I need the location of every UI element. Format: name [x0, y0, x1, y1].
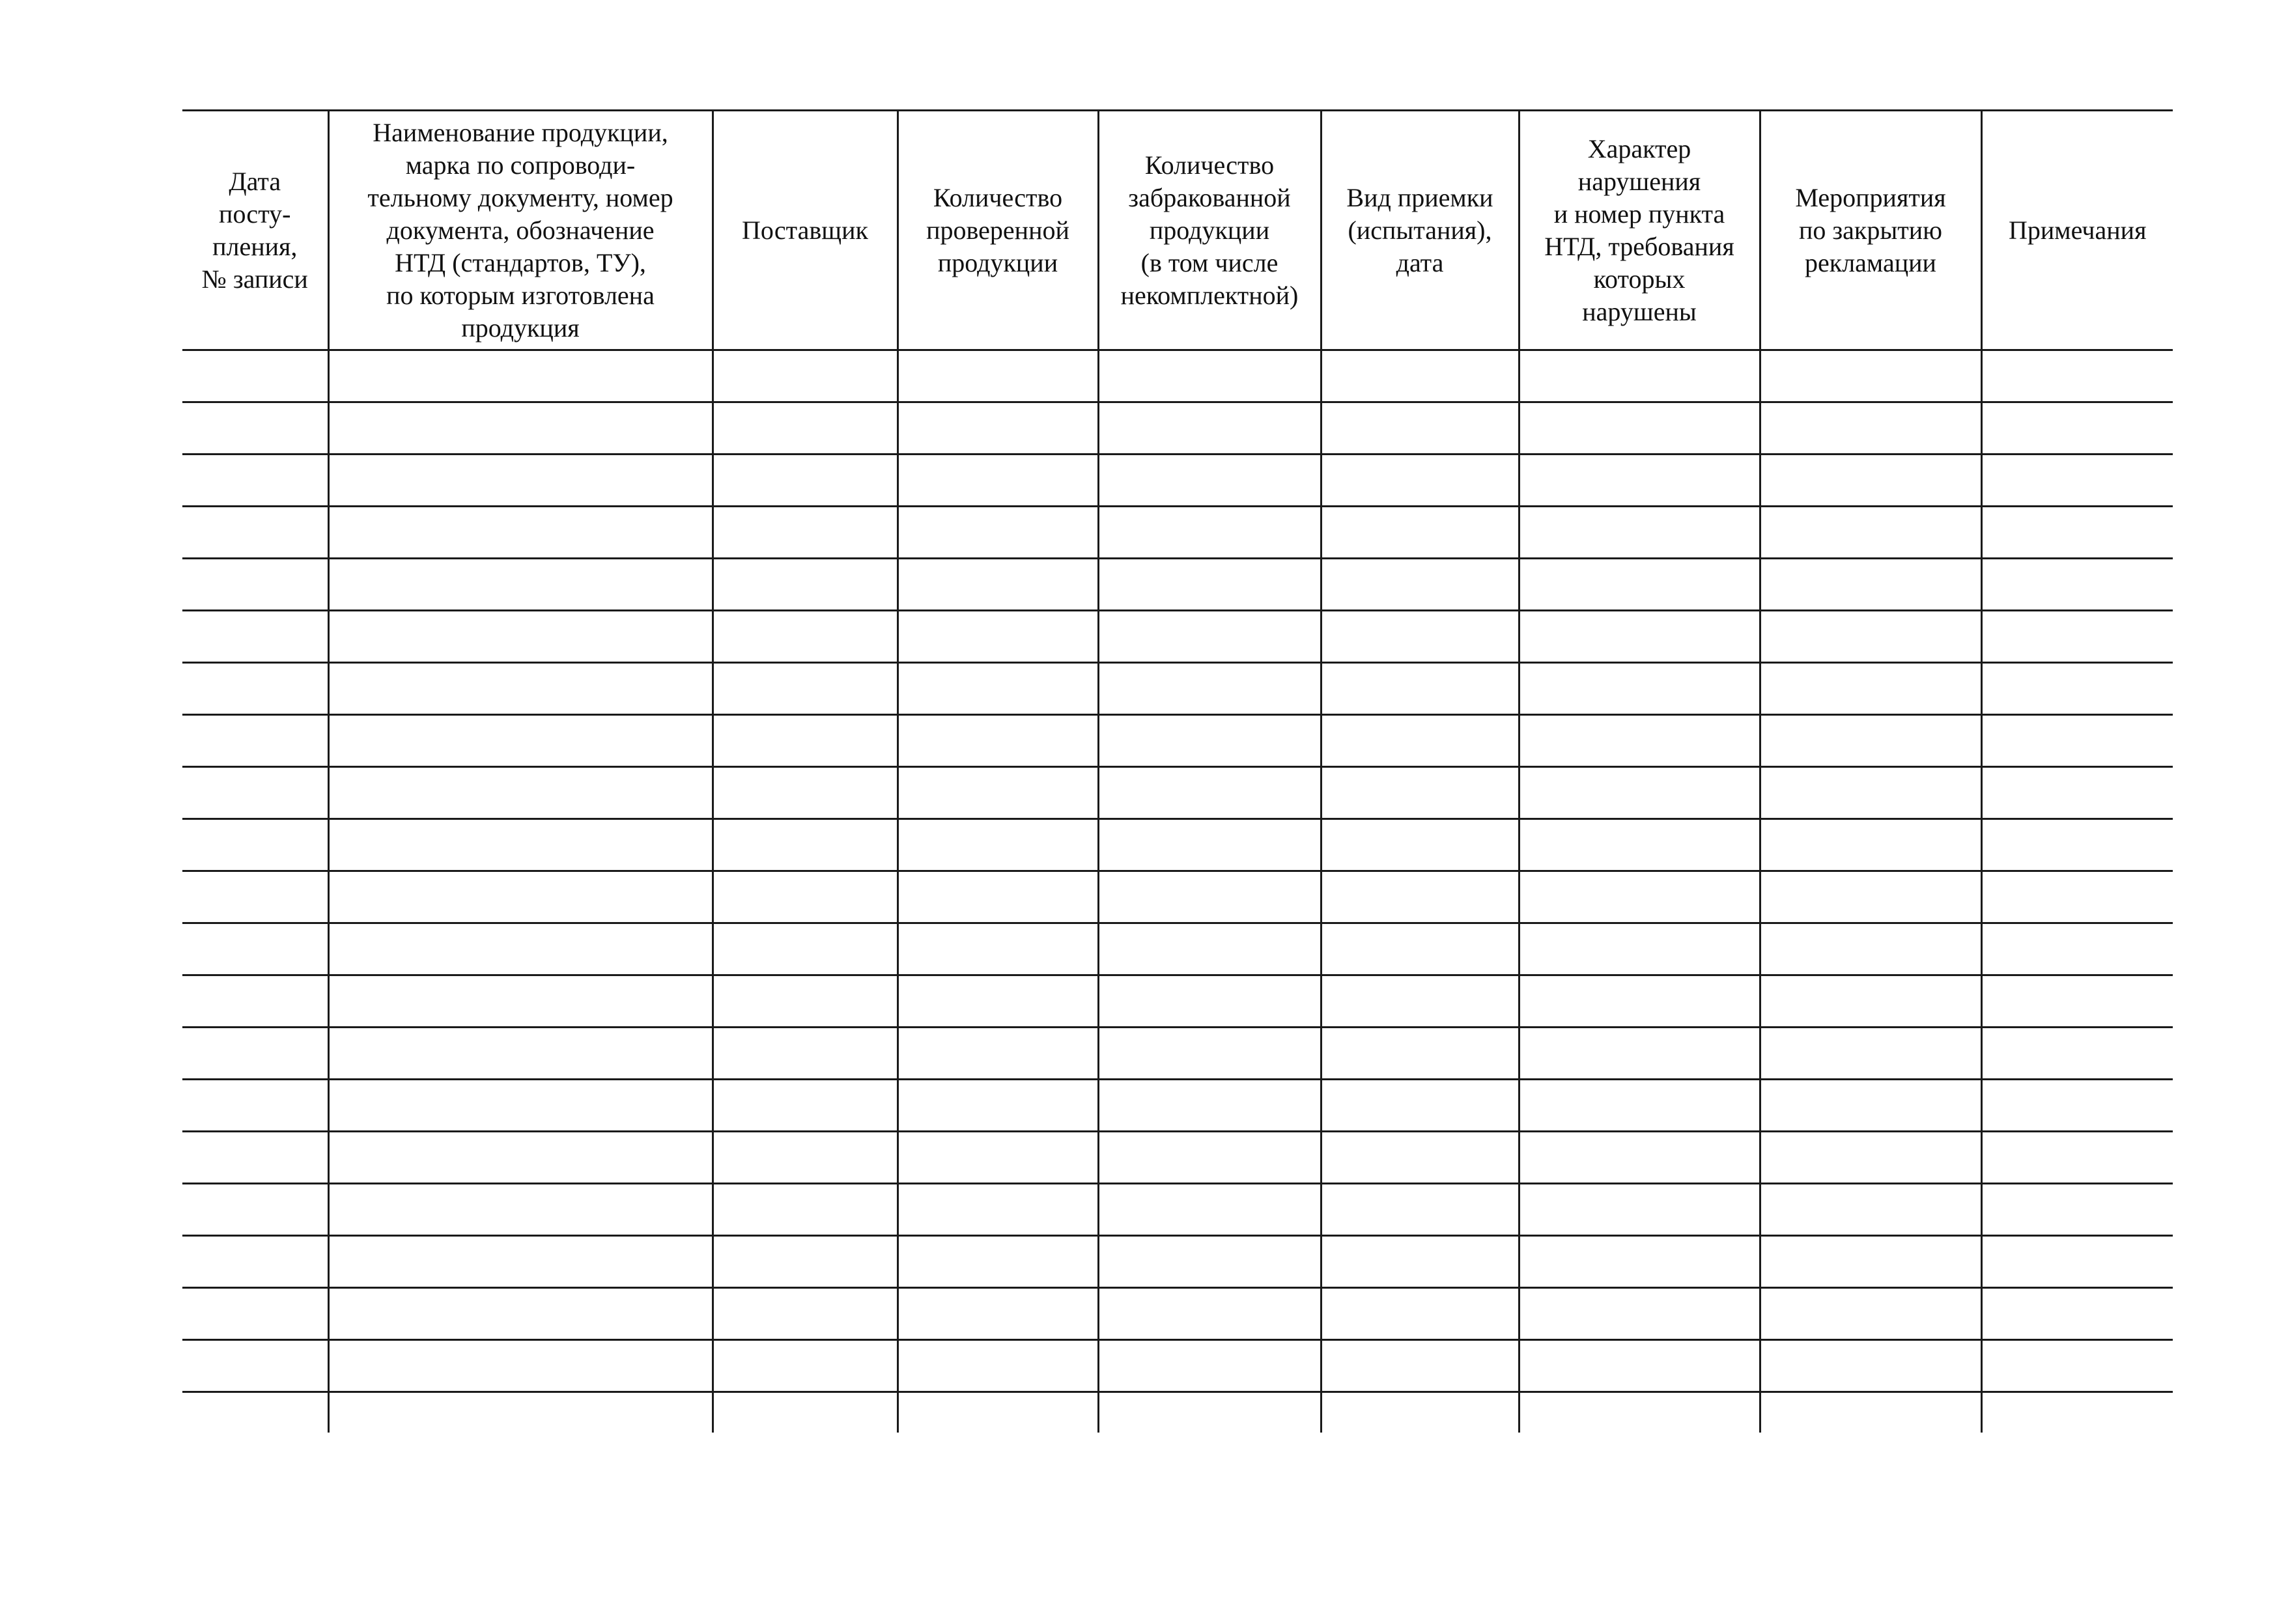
table-cell[interactable] [1321, 1392, 1519, 1433]
table-cell[interactable] [328, 975, 713, 1028]
table-cell[interactable] [1098, 350, 1321, 402]
table-cell[interactable] [898, 975, 1098, 1028]
table-cell[interactable] [182, 507, 328, 559]
table-cell[interactable] [328, 350, 713, 402]
table-cell[interactable] [328, 611, 713, 663]
table-cell[interactable] [1760, 819, 1981, 871]
table-cell[interactable] [1760, 1288, 1981, 1340]
table-cell[interactable] [1519, 507, 1760, 559]
table-cell[interactable] [1321, 1340, 1519, 1392]
table-cell[interactable] [1098, 559, 1321, 611]
table-cell[interactable] [713, 715, 898, 767]
table-cell[interactable] [182, 715, 328, 767]
table-cell[interactable] [1760, 1340, 1981, 1392]
table-cell[interactable] [182, 923, 328, 975]
table-cell[interactable] [898, 1392, 1098, 1433]
table-cell[interactable] [898, 455, 1098, 507]
table-cell[interactable] [1981, 715, 2173, 767]
table-cell[interactable] [1760, 1028, 1981, 1080]
table-cell[interactable] [713, 975, 898, 1028]
table-row [182, 350, 2173, 402]
table-cell[interactable] [1321, 975, 1519, 1028]
table-cell[interactable] [713, 350, 898, 402]
table-cell[interactable] [898, 559, 1098, 611]
table-cell[interactable] [182, 663, 328, 715]
table-cell[interactable] [1098, 871, 1321, 923]
header-violation-nature: Характер нарушения и номер пункта НТД, требования которых нарушены [1519, 111, 1760, 350]
table-cell[interactable] [898, 767, 1098, 819]
table-cell[interactable] [1098, 975, 1321, 1028]
table-cell[interactable] [1760, 350, 1981, 402]
table-cell[interactable] [1519, 975, 1760, 1028]
table-cell[interactable] [898, 1340, 1098, 1392]
table-cell[interactable] [1519, 455, 1760, 507]
table-cell[interactable] [1519, 559, 1760, 611]
table-cell[interactable] [1321, 767, 1519, 819]
table-cell[interactable] [1519, 663, 1760, 715]
table-row [182, 923, 2173, 975]
table-cell[interactable] [1981, 402, 2173, 455]
table-cell[interactable] [713, 1236, 898, 1288]
table-cell[interactable] [182, 871, 328, 923]
table-cell[interactable] [1321, 663, 1519, 715]
table-cell[interactable] [713, 1340, 898, 1392]
table-cell[interactable] [328, 923, 713, 975]
table-row [182, 663, 2173, 715]
table-cell[interactable] [182, 1184, 328, 1236]
table-cell[interactable] [182, 767, 328, 819]
table-row [182, 1340, 2173, 1392]
table-cell[interactable] [1760, 1132, 1981, 1184]
table-cell[interactable] [898, 871, 1098, 923]
table-cell[interactable] [182, 1288, 328, 1340]
table-cell[interactable] [328, 1392, 713, 1433]
table-cell[interactable] [1098, 663, 1321, 715]
table-cell[interactable] [713, 1184, 898, 1236]
header-checked-quantity: Количество проверенной продукции [898, 111, 1098, 350]
table-row [182, 1132, 2173, 1184]
table-cell[interactable] [1098, 402, 1321, 455]
table-cell[interactable] [1098, 1288, 1321, 1340]
table-cell[interactable] [713, 507, 898, 559]
table-cell[interactable] [1760, 975, 1981, 1028]
table-cell[interactable] [1981, 350, 2173, 402]
table-cell[interactable] [1981, 1236, 2173, 1288]
table-cell[interactable] [713, 1132, 898, 1184]
table-cell[interactable] [898, 1184, 1098, 1236]
table-cell[interactable] [1760, 507, 1981, 559]
table-cell[interactable] [1981, 663, 2173, 715]
header-measures: Мероприятия по закрытию рекламации [1760, 111, 1981, 350]
table-cell[interactable] [1321, 1028, 1519, 1080]
table-cell[interactable] [1519, 1080, 1760, 1132]
table-cell[interactable] [1519, 1236, 1760, 1288]
table-cell[interactable] [1981, 1288, 2173, 1340]
table-cell[interactable] [328, 819, 713, 871]
table-cell[interactable] [1981, 1392, 2173, 1433]
table-cell[interactable] [1981, 1028, 2173, 1080]
table-row [182, 975, 2173, 1028]
table-cell[interactable] [328, 1080, 713, 1132]
table-cell[interactable] [1760, 767, 1981, 819]
table-cell[interactable] [1098, 1236, 1321, 1288]
table-cell[interactable] [1760, 923, 1981, 975]
table-cell[interactable] [1760, 559, 1981, 611]
table-cell[interactable] [713, 559, 898, 611]
table-cell[interactable] [1760, 402, 1981, 455]
table-cell[interactable] [328, 663, 713, 715]
table-cell[interactable] [182, 1340, 328, 1392]
table-cell[interactable] [1321, 1132, 1519, 1184]
table-cell[interactable] [1760, 663, 1981, 715]
table-cell[interactable] [1098, 923, 1321, 975]
table-cell[interactable] [1098, 1184, 1321, 1236]
table-cell[interactable] [1981, 1080, 2173, 1132]
table-cell[interactable] [713, 402, 898, 455]
table-cell[interactable] [713, 923, 898, 975]
table-row [182, 1184, 2173, 1236]
table-cell[interactable] [1981, 767, 2173, 819]
table-cell[interactable] [1981, 819, 2173, 871]
table-cell[interactable] [1981, 1340, 2173, 1392]
table-cell[interactable] [1098, 507, 1321, 559]
table-cell[interactable] [1519, 611, 1760, 663]
table-cell[interactable] [898, 1028, 1098, 1080]
table-cell[interactable] [1519, 350, 1760, 402]
table-cell[interactable] [1519, 402, 1760, 455]
header-date-record: Дата посту- пления, № записи [182, 111, 328, 350]
table-row [182, 1236, 2173, 1288]
table-cell[interactable] [898, 1236, 1098, 1288]
table-cell[interactable] [1321, 923, 1519, 975]
table-cell[interactable] [1981, 1132, 2173, 1184]
table-cell[interactable] [1519, 715, 1760, 767]
table-cell[interactable] [182, 455, 328, 507]
table-cell[interactable] [1981, 559, 2173, 611]
table-cell[interactable] [1981, 611, 2173, 663]
table-cell[interactable] [713, 455, 898, 507]
table-cell[interactable] [328, 767, 713, 819]
table-row [182, 559, 2173, 611]
table-cell[interactable] [1098, 715, 1321, 767]
table-cell[interactable] [898, 402, 1098, 455]
table-cell[interactable] [898, 1288, 1098, 1340]
table-cell[interactable] [898, 923, 1098, 975]
table-cell[interactable] [1098, 1340, 1321, 1392]
table-row [182, 1080, 2173, 1132]
table-cell[interactable] [1981, 507, 2173, 559]
table-cell[interactable] [1760, 1184, 1981, 1236]
table-cell[interactable] [898, 1080, 1098, 1132]
table-cell[interactable] [1519, 819, 1760, 871]
table-cell[interactable] [182, 1392, 328, 1433]
table-cell[interactable] [1098, 767, 1321, 819]
table-cell[interactable] [713, 611, 898, 663]
table-cell[interactable] [1321, 611, 1519, 663]
table-cell[interactable] [1760, 715, 1981, 767]
table-cell[interactable] [1098, 455, 1321, 507]
table-cell[interactable] [898, 507, 1098, 559]
table-cell[interactable] [1519, 923, 1760, 975]
table-cell[interactable] [1760, 1236, 1981, 1288]
table-cell[interactable] [1519, 1132, 1760, 1184]
table-cell[interactable] [1981, 455, 2173, 507]
table-cell[interactable] [1519, 871, 1760, 923]
table-row [182, 455, 2173, 507]
table-cell[interactable] [713, 819, 898, 871]
table-cell[interactable] [1519, 1392, 1760, 1433]
table-cell[interactable] [1760, 455, 1981, 507]
table-row [182, 1392, 2173, 1433]
table-cell[interactable] [898, 1132, 1098, 1184]
table-cell[interactable] [182, 1236, 328, 1288]
table-cell[interactable] [328, 1236, 713, 1288]
table-cell[interactable] [328, 402, 713, 455]
table-cell[interactable] [1321, 819, 1519, 871]
header-supplier: Поставщик [713, 111, 898, 350]
table-cell[interactable] [713, 1080, 898, 1132]
table-cell[interactable] [328, 1132, 713, 1184]
header-product-name: Наименование продукции, марка по сопроводи- тельному документу, номер документа, обозначение НТД (стандартов, ТУ), по которым изготовлена продукция [328, 111, 713, 350]
table-cell[interactable] [1321, 350, 1519, 402]
table-cell[interactable] [1981, 975, 2173, 1028]
table-cell[interactable] [898, 715, 1098, 767]
header-rejected-quantity: Количество забракованной продукции (в том числе некомплектной) [1098, 111, 1321, 350]
table-cell[interactable] [1098, 611, 1321, 663]
table-cell[interactable] [898, 611, 1098, 663]
table-cell[interactable] [1760, 1080, 1981, 1132]
table-cell[interactable] [1321, 715, 1519, 767]
table-cell[interactable] [1760, 1392, 1981, 1433]
table-cell[interactable] [1321, 402, 1519, 455]
table-cell[interactable] [1760, 871, 1981, 923]
table-cell[interactable] [1981, 871, 2173, 923]
table-cell[interactable] [1519, 1028, 1760, 1080]
table-cell[interactable] [328, 455, 713, 507]
table-cell[interactable] [1519, 767, 1760, 819]
table-cell[interactable] [1519, 1288, 1760, 1340]
table-cell[interactable] [182, 402, 328, 455]
table-cell[interactable] [1760, 611, 1981, 663]
table-cell[interactable] [1321, 1080, 1519, 1132]
table-cell[interactable] [182, 1080, 328, 1132]
table-cell[interactable] [1098, 1028, 1321, 1080]
table-cell[interactable] [1098, 1080, 1321, 1132]
table-cell[interactable] [1321, 1288, 1519, 1340]
table-cell[interactable] [713, 1028, 898, 1080]
table-header-row [182, 111, 2173, 350]
table-cell[interactable] [1098, 819, 1321, 871]
table-row [182, 1028, 2173, 1080]
table-cell[interactable] [182, 1132, 328, 1184]
table-cell[interactable] [898, 819, 1098, 871]
table-cell[interactable] [1519, 1340, 1760, 1392]
table-cell[interactable] [713, 871, 898, 923]
table-body [182, 350, 2173, 1433]
table-row [182, 715, 2173, 767]
table-cell[interactable] [328, 1184, 713, 1236]
table-cell[interactable] [1321, 871, 1519, 923]
table-row [182, 1288, 2173, 1340]
table-cell[interactable] [1098, 1132, 1321, 1184]
table-cell[interactable] [182, 350, 328, 402]
table-row [182, 767, 2173, 819]
table-cell[interactable] [713, 767, 898, 819]
table-cell[interactable] [1321, 507, 1519, 559]
table-cell[interactable] [1321, 1184, 1519, 1236]
table-cell[interactable] [182, 611, 328, 663]
table-cell[interactable] [182, 1028, 328, 1080]
table-cell[interactable] [328, 871, 713, 923]
header-notes: Примечания [1981, 111, 2173, 350]
table-cell[interactable] [713, 663, 898, 715]
table-cell[interactable] [1321, 455, 1519, 507]
table-cell[interactable] [713, 1392, 898, 1433]
table-cell[interactable] [182, 975, 328, 1028]
table-cell[interactable] [328, 715, 713, 767]
table-row [182, 871, 2173, 923]
claims-log-table [182, 109, 2173, 1433]
table-cell[interactable] [1981, 923, 2173, 975]
table-cell[interactable] [898, 663, 1098, 715]
table-cell[interactable] [182, 819, 328, 871]
table-cell[interactable] [328, 507, 713, 559]
table-cell[interactable] [328, 559, 713, 611]
table-row [182, 819, 2173, 871]
table-cell[interactable] [1321, 1236, 1519, 1288]
table-cell[interactable] [182, 559, 328, 611]
header-acceptance-type: Вид приемки (испытания), дата [1321, 111, 1519, 350]
table-cell[interactable] [328, 1028, 713, 1080]
table-cell[interactable] [898, 350, 1098, 402]
table-row [182, 611, 2173, 663]
table-cell[interactable] [1981, 1184, 2173, 1236]
table-row [182, 402, 2173, 455]
table-cell[interactable] [713, 1288, 898, 1340]
table-cell[interactable] [1098, 1392, 1321, 1433]
table-row [182, 507, 2173, 559]
table-cell[interactable] [328, 1340, 713, 1392]
table-cell[interactable] [1321, 559, 1519, 611]
table-cell[interactable] [328, 1288, 713, 1340]
table-cell[interactable] [1519, 1184, 1760, 1236]
